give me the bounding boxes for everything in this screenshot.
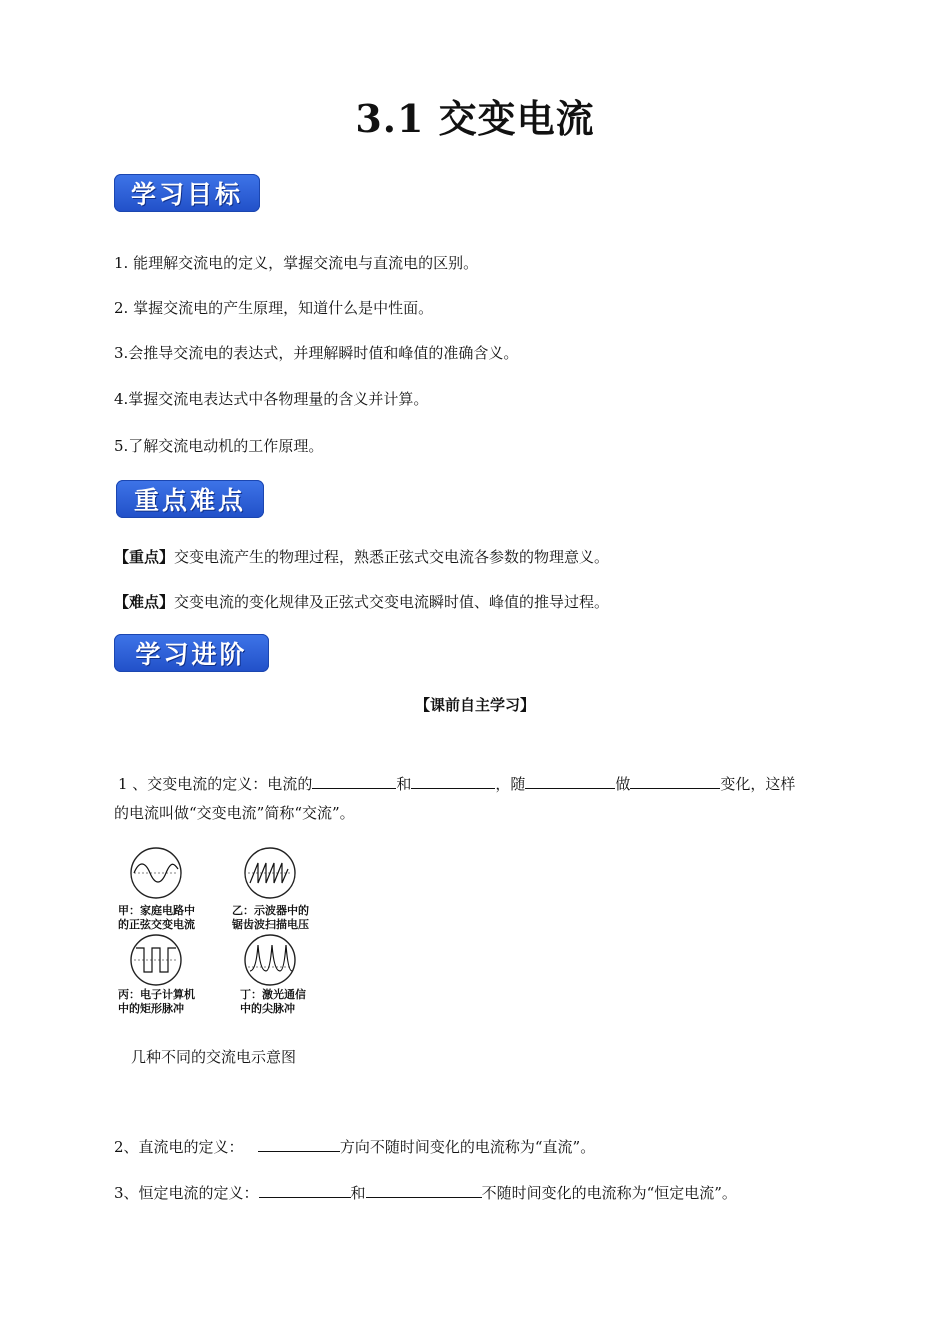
figure-caption-a: [118, 904, 195, 932]
q1-text: 和: [396, 775, 412, 793]
q2-text: 2、直流电的定义：: [114, 1138, 244, 1156]
goal-item: 4.掌握交流电表达式中各物理量的含义并计算。: [114, 390, 429, 408]
q1-text: 做: [615, 775, 631, 793]
answer-blank[interactable]: [366, 1183, 482, 1198]
difficulty-text: 交变电流的变化规律及正弦式交变电流瞬时值、峰值的推导过程。: [174, 593, 610, 611]
focus-tag: 【重点】: [114, 548, 175, 566]
question-3: [114, 1182, 737, 1203]
focus-text: 交变电流产生的物理过程，熟悉正弦式交电流各参数的物理意义。: [174, 548, 610, 566]
answer-blank[interactable]: [259, 1183, 351, 1198]
section-badge-key: 重点难点: [116, 480, 264, 518]
q3-text: 不随时间变化的电流称为“恒定电流”。: [481, 1184, 737, 1202]
figure-title: 几种不同的交流电示意图: [131, 1048, 297, 1066]
pre-study-heading: 【课前自主学习】: [414, 696, 535, 714]
figure-caption-b: [232, 904, 309, 932]
difficulty-tag: 【难点】: [114, 593, 175, 611]
caption-line: 丙：电子计算机: [118, 988, 195, 1001]
caption-line: 甲：家庭电路中: [118, 904, 195, 917]
answer-blank[interactable]: [312, 774, 396, 789]
q1-text: ，随: [495, 775, 526, 793]
goal-item: 3.会推导交流电的表达式，并理解瞬时值和峰值的准确含义。: [114, 344, 519, 362]
caption-line: 的正弦交变电流: [118, 918, 195, 931]
difficulty-line: [114, 591, 609, 612]
sawtooth-wave-icon: [245, 848, 295, 898]
answer-blank[interactable]: [411, 774, 495, 789]
answer-blank[interactable]: [630, 774, 720, 789]
goal-item: 2. 掌握交流电的产生原理，知道什么是中性面。: [114, 299, 434, 317]
q3-text: 3、恒定电流的定义：: [114, 1184, 259, 1202]
square-wave-icon: [131, 935, 181, 985]
question-1: [118, 773, 795, 794]
answer-blank[interactable]: [525, 774, 615, 789]
q3-text: 和: [350, 1184, 366, 1202]
question-2: [114, 1136, 595, 1157]
caption-line: 乙：示波器中的: [232, 904, 309, 917]
goal-item: 1. 能理解交流电的定义，掌握交流电与直流电的区别。: [114, 254, 479, 272]
page-title: 3.1 交变电流: [355, 96, 595, 141]
q2-text: 方向不随时间变化的电流称为“直流”。: [339, 1138, 596, 1156]
caption-line: 中的矩形脉冲: [118, 1002, 184, 1015]
q1-text: 1 、交变电流的定义：电流的: [118, 775, 313, 793]
figure-caption-c: [118, 988, 195, 1016]
question-1-line2: 的电流叫做“交变电流”简称“交流”。: [114, 804, 355, 822]
q1-text: 变化，这样: [720, 775, 796, 793]
section-badge-goals: 学习目标: [114, 174, 260, 212]
section-badge-advance: 学习进阶: [114, 634, 269, 672]
spike-pulse-icon: [245, 935, 295, 985]
figure-caption-d: [240, 988, 306, 1016]
answer-blank[interactable]: [258, 1137, 340, 1152]
caption-line: 锯齿波扫描电压: [232, 918, 309, 931]
focus-line: [114, 546, 609, 567]
caption-line: 中的尖脉冲: [240, 1002, 295, 1015]
caption-line: 丁：激光通信: [240, 988, 306, 1001]
goal-item: 5.了解交流电动机的工作原理。: [114, 437, 324, 455]
sine-wave-icon: [131, 848, 181, 898]
